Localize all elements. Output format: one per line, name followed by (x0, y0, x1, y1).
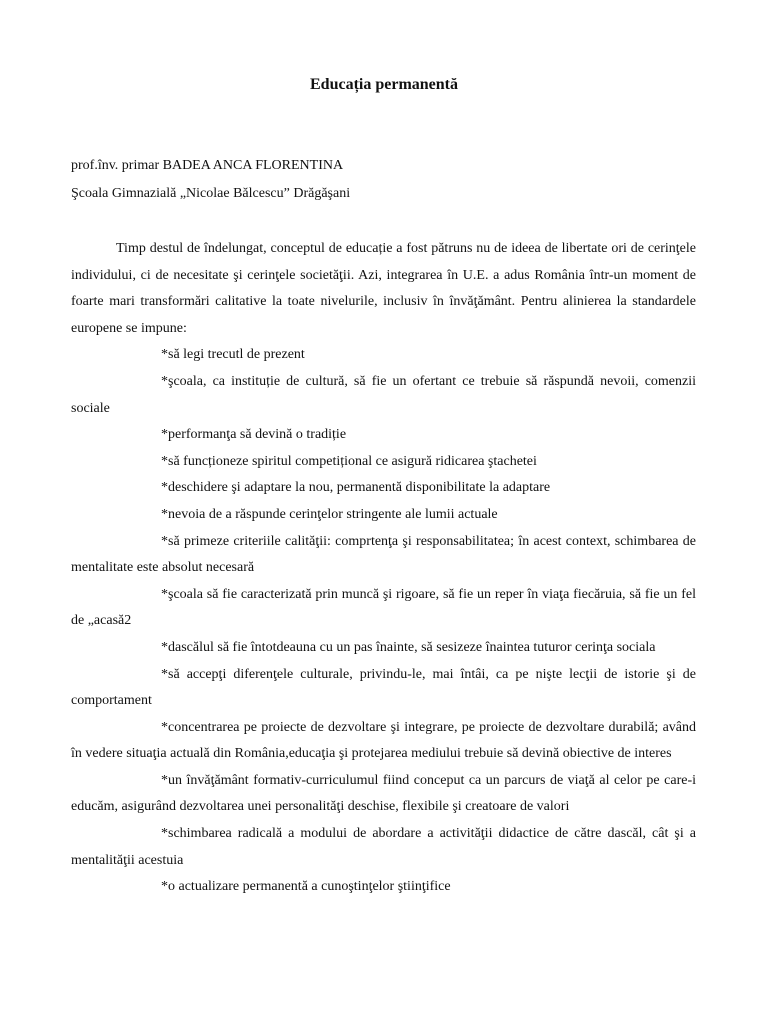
document-body (71, 236, 696, 901)
author-school: Şcoala Gimnazială „Nicolae Bălcescu” Drăgăşani (71, 186, 351, 201)
list-item: *deschidere şi adaptare la nou, permanentă disponibilitate la adaptare (161, 480, 551, 496)
list-item: *să funcționeze spiritul competițional ce asigură ridicarea ştachetei (161, 453, 537, 469)
list-item: *să legi trecutl de prezent (161, 347, 305, 363)
list-item: *un învăţământ formativ-curriculumul fiind conceput ca un parcurs de viaţă al celor pe care-i educăm, asigurând dezvoltarea unei personalităţi deschise, flexibile şi creatoare de valori (71, 772, 696, 815)
list-item: *şcoala, ca instituție de cultură, să fie un ofertant ce trebuie să răspundă nevoii, comenzii sociale (71, 373, 696, 416)
list-item: *nevoia de a răspunde cerinţelor stringente ale lumii actuale (161, 506, 498, 522)
document-title: Educația permanentă (310, 76, 458, 93)
author-name: prof.înv. primar BADEA ANCA FLORENTINA (71, 158, 344, 173)
list-item: *performanţa să devină o tradiție (161, 427, 347, 443)
list-item: *schimbarea radicală a modului de abordare a activităţii didactice de către dascăl, cât şi a mentalităţii acestuia (71, 826, 696, 868)
list-item: *şcoala să fie caracterizată prin muncă şi rigoare, să fie un reper în viaţa fiecăruia, să fie un fel de „acasă2 (71, 586, 696, 629)
list-item: *dascălul să fie întotdeauna cu un pas înainte, să sesizeze înaintea tuturor cerinţa sociala (161, 639, 656, 655)
list-item: *o actualizare permanentă a cunoştinţelor ştiinţifice (161, 879, 451, 895)
list-item: *concentrarea pe proiecte de dezvoltare şi integrare, pe proiecte de dezvoltare durabilă; având în vedere situaţia actuală din România,educaţia şi protejarea mediului trebuie să devină obiective de interes (71, 719, 696, 762)
list-item: *să primeze criteriile calităţii: comprtenţa şi responsabilitatea; în acest context, schimbarea de mentalitate este absolut necesară (71, 533, 696, 576)
list-item: *să accepţi diferenţele culturale, privindu-le, mai întâi, ca pe nişte lecţii de istorie şi de comportament (71, 666, 696, 709)
intro-paragraph: Timp destul de îndelungat, conceptul de educație a fost pătruns nu de ideea de libertate ori de cerinţele individului, ci de necesitate şi cerinţele societăţii. Azi, integrarea în U.E. a adus România într-un moment de foarte mari transformări calitative la toate nivelurile, inclusiv în învăţământ. Pentru alinierea la standardele europene se impune: (71, 241, 696, 336)
